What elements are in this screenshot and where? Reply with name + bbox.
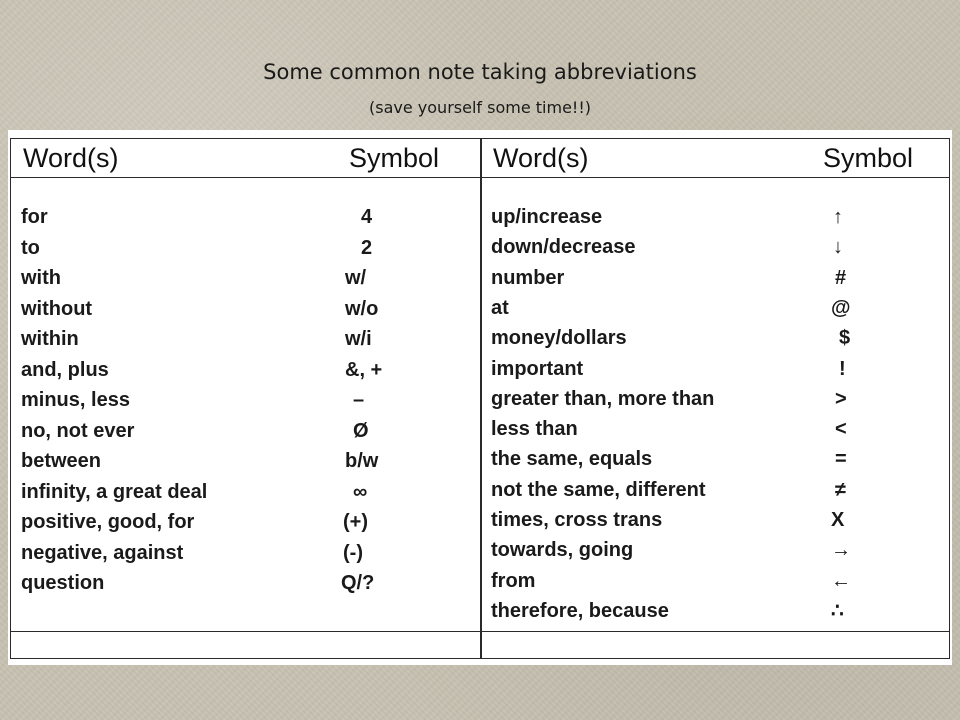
table-row: [481, 596, 949, 626]
row-symbol: Ø: [353, 419, 369, 442]
row-word: therefore, because: [491, 599, 669, 622]
right-header-symbol: Symbol: [823, 143, 914, 173]
row-symbol: <: [835, 418, 847, 441]
row-symbol: b/w: [345, 450, 379, 472]
table-row: [481, 323, 949, 353]
row-symbol: #: [835, 266, 847, 289]
row-word: less than: [491, 418, 578, 441]
table-row: [481, 414, 949, 444]
row-symbol: –: [353, 389, 365, 411]
row-word: times, cross trans: [491, 509, 663, 531]
table-row: [11, 324, 481, 354]
right-header-word: Word(s): [493, 143, 589, 173]
row-symbol: w/: [345, 267, 367, 289]
row-symbol: >: [835, 387, 847, 410]
table-row: [11, 568, 481, 598]
left-table-column: [10, 138, 482, 659]
table-row: [11, 477, 481, 507]
table-row: [481, 535, 949, 565]
table-row: [11, 202, 481, 232]
table-row: [481, 444, 949, 474]
table-row: [481, 263, 949, 293]
table-row: [11, 233, 481, 263]
row-word: and, plus: [21, 358, 109, 381]
row-symbol: w/i: [345, 328, 372, 350]
row-word: positive, good, for: [21, 511, 195, 533]
row-word: question: [21, 572, 105, 594]
table-row: [481, 505, 949, 535]
table-row: [481, 202, 949, 232]
row-word: from: [491, 569, 536, 592]
row-symbol: w/o: [345, 297, 379, 320]
row-symbol: ∴: [831, 599, 844, 622]
row-symbol: (-): [343, 541, 363, 564]
row-symbol: 2: [361, 236, 373, 259]
row-symbol: &, +: [345, 358, 383, 381]
row-word: within: [21, 328, 79, 350]
table-row: [11, 538, 481, 568]
row-word: infinity, a great deal: [21, 480, 208, 503]
row-word: down/decrease: [491, 236, 636, 259]
row-symbol: →: [831, 539, 851, 562]
table-row: [11, 446, 481, 476]
row-symbol: ↑: [833, 206, 843, 228]
row-symbol: $: [839, 327, 851, 350]
row-symbol: ←: [831, 569, 851, 592]
table-row: [481, 354, 949, 384]
slide-subtitle: (save yourself some time!!): [369, 98, 591, 117]
row-word: towards, going: [491, 539, 634, 562]
row-word: for: [21, 206, 48, 228]
row-symbol: X: [831, 509, 845, 531]
row-word: with: [21, 267, 61, 289]
row-symbol: Q/?: [341, 572, 375, 594]
row-word: no, not ever: [21, 419, 135, 442]
row-word: to: [21, 236, 40, 259]
table-row: [481, 475, 949, 505]
right-table-footer-row: [481, 631, 949, 658]
abbreviations-table: [8, 130, 952, 665]
table-row: [481, 384, 949, 414]
row-word: money/dollars: [491, 327, 627, 350]
table-row: [11, 355, 481, 385]
table-row: [11, 294, 481, 324]
row-word: at: [491, 296, 509, 319]
table-row: [481, 566, 949, 596]
right-table-column: [480, 138, 950, 659]
left-header-symbol: Symbol: [349, 143, 440, 173]
row-word: up/increase: [491, 206, 603, 228]
row-symbol: ≠: [835, 478, 846, 501]
row-word: not the same, different: [491, 478, 706, 501]
left-table-header: [11, 139, 481, 178]
row-symbol: @: [831, 296, 851, 319]
row-symbol: ∞: [353, 480, 368, 503]
row-word: without: [21, 297, 93, 320]
row-symbol: ↓: [833, 236, 843, 259]
row-word: the same, equals: [491, 448, 653, 471]
row-word: important: [491, 357, 584, 380]
table-row: [481, 232, 949, 262]
row-symbol: 4: [361, 206, 373, 228]
left-header-word: Word(s): [23, 143, 119, 173]
row-symbol: !: [839, 357, 846, 380]
row-word: negative, against: [21, 541, 184, 564]
table-row: [481, 293, 949, 323]
table-row: [11, 416, 481, 446]
row-word: between: [21, 450, 102, 472]
row-symbol: (+): [343, 511, 368, 533]
row-symbol: =: [835, 448, 847, 471]
left-table-footer-row: [11, 631, 481, 658]
table-row: [11, 507, 481, 537]
right-table-header: [481, 139, 949, 178]
row-word: minus, less: [21, 389, 130, 411]
slide-title: Some common note taking abbreviations: [263, 60, 697, 84]
table-row: [11, 385, 481, 415]
row-word: number: [491, 266, 565, 289]
row-word: greater than, more than: [491, 387, 715, 410]
table-row: [11, 263, 481, 293]
